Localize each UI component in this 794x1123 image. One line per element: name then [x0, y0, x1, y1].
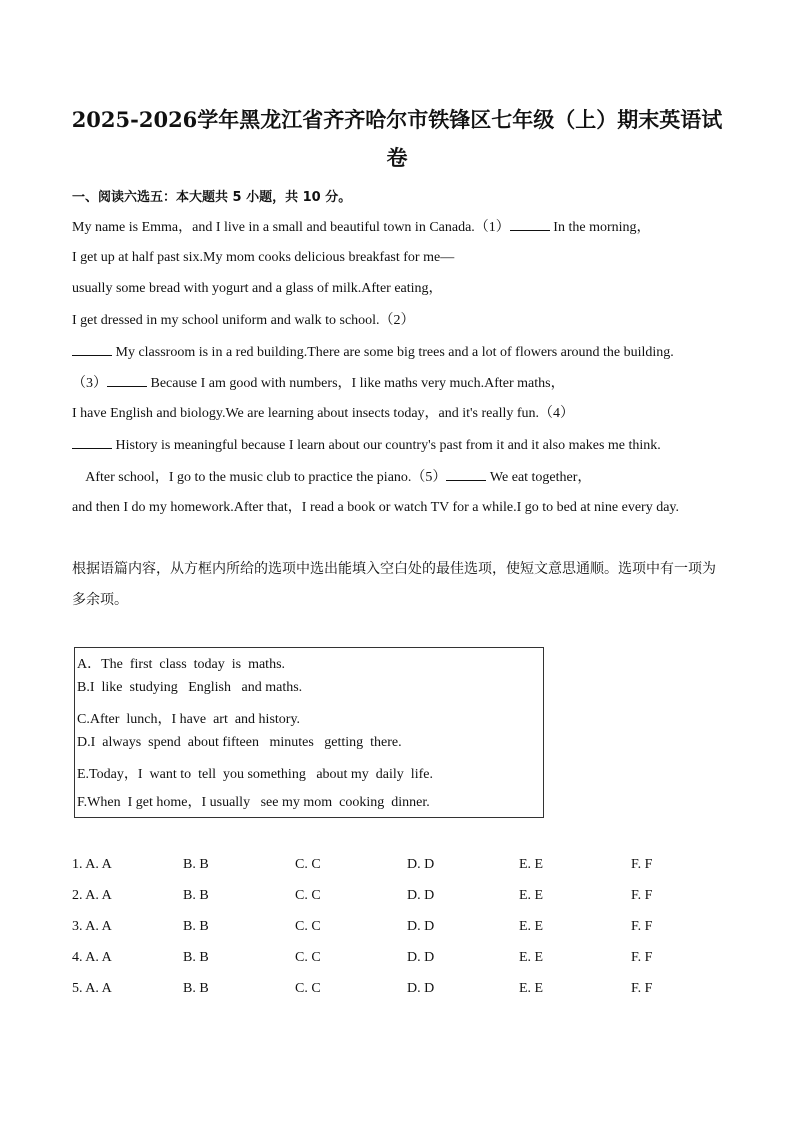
question-1-choice-b[interactable]: B. B	[183, 857, 209, 872]
question-1-choice-e[interactable]: E. E	[519, 857, 544, 872]
question-4-choice-d[interactable]: D. D	[407, 950, 435, 965]
passage-line-6	[72, 374, 565, 393]
passage-text: My classroom is in a red building.There are some big trees and a lot of flowers around the building.	[112, 345, 674, 360]
question-1-choice-c[interactable]: C. C	[295, 857, 321, 872]
question-1-choice-f[interactable]: F. F	[631, 857, 653, 872]
passage-line-8	[72, 436, 661, 455]
question-5-choice-d[interactable]: D. D	[407, 981, 435, 996]
question-3-choice-c[interactable]: C. C	[295, 919, 321, 934]
passage-line-7: I have English and biology.We are learning about insects today，and it's really fun.（4）	[72, 406, 575, 421]
question-4-choice-e[interactable]: E. E	[519, 950, 544, 965]
question-2-choice-e[interactable]: E. E	[519, 888, 544, 903]
options-box	[74, 647, 544, 818]
question-2-choice-d[interactable]: D. D	[407, 888, 435, 903]
question-2-choice-b[interactable]: B. B	[183, 888, 209, 903]
question-3-choice-d[interactable]: D. D	[407, 919, 435, 934]
passage-text: （3）	[72, 376, 107, 391]
passage-text: In the morning，	[549, 220, 651, 235]
option-e: E.Today，I want to tell you something about my daily life.	[77, 767, 433, 782]
question-1-choice-d[interactable]: D. D	[407, 857, 435, 872]
question-5-choice-a[interactable]: 5. A. A	[72, 981, 112, 996]
option-b: B.I like studying English and maths.	[77, 680, 303, 695]
question-4-choice-c[interactable]: C. C	[295, 950, 321, 965]
passage-line-4: I get dressed in my school uniform and walk to school.（2）	[72, 313, 415, 328]
passage-line-1	[72, 218, 651, 237]
passage-text: My name is Emma，and I live in a small and beautiful town in Canada.（1）	[72, 220, 510, 235]
question-2-choice-c[interactable]: C. C	[295, 888, 321, 903]
passage-line-10: and then I do my homework.After that，I read a book or watch TV for a while.I go to bed at nine every day.	[72, 500, 679, 515]
question-1-choice-a[interactable]: 1. A. A	[72, 857, 112, 872]
instruction-text: 根据语篇内容，从方框内所给的选项中选出能填入空白处的最佳选项，使短文意思通顺。选项中有一项为多余项。	[72, 561, 716, 608]
question-4-choice-f[interactable]: F. F	[631, 950, 653, 965]
question-3-choice-f[interactable]: F. F	[631, 919, 653, 934]
passage-line-9	[72, 468, 591, 487]
question-4-choice-a[interactable]: 4. A. A	[72, 950, 112, 965]
passage-text: History is meaningful because I learn about our country's past from it and it also makes me think.	[112, 438, 661, 453]
option-d: D.I always spend about fifteen minutes getting there.	[77, 735, 402, 750]
option-a: A．The first class today is maths.	[77, 657, 286, 672]
exam-title-line-1: 2025-2026学年黑龙江省齐齐哈尔市铁锋区七年级（上）期末英语试	[71, 107, 723, 132]
question-5-choice-b[interactable]: B. B	[183, 981, 209, 996]
question-5-choice-c[interactable]: C. C	[295, 981, 321, 996]
passage-text: Because I am good with numbers，I like maths very much.After maths，	[147, 376, 565, 391]
passage-line-5	[72, 343, 674, 362]
question-5-choice-f[interactable]: F. F	[631, 981, 653, 996]
answer-blank-1[interactable]	[510, 218, 550, 231]
passage-text: After school，I go to the music club to practice the piano.（5）	[72, 470, 447, 485]
question-2-choice-f[interactable]: F. F	[631, 888, 653, 903]
passage-text: We eat together，	[486, 470, 592, 485]
answer-blank-3[interactable]	[107, 374, 147, 387]
question-4-choice-b[interactable]: B. B	[183, 950, 209, 965]
section-heading: 一、阅读六选五：本大题共 5 小题，共 10 分。	[72, 190, 352, 205]
option-f: F.When I get home，I usually see my mom cooking dinner.	[77, 795, 430, 810]
answer-blank-5[interactable]	[446, 468, 486, 481]
passage-line-2: I get up at half past six.My mom cooks delicious breakfast for me—	[72, 250, 455, 265]
answer-blank-4[interactable]	[72, 436, 112, 449]
question-3-choice-a[interactable]: 3. A. A	[72, 919, 112, 934]
question-3-choice-e[interactable]: E. E	[519, 919, 544, 934]
option-c: C.After lunch，I have art and history.	[77, 712, 301, 727]
question-2-choice-a[interactable]: 2. A. A	[72, 888, 112, 903]
passage-line-3: usually some bread with yogurt and a glass of milk.After eating，	[72, 281, 443, 296]
answer-blank-2[interactable]	[72, 343, 112, 356]
question-5-choice-e[interactable]: E. E	[519, 981, 544, 996]
exam-title-line-2: 卷	[386, 145, 408, 170]
question-3-choice-b[interactable]: B. B	[183, 919, 209, 934]
